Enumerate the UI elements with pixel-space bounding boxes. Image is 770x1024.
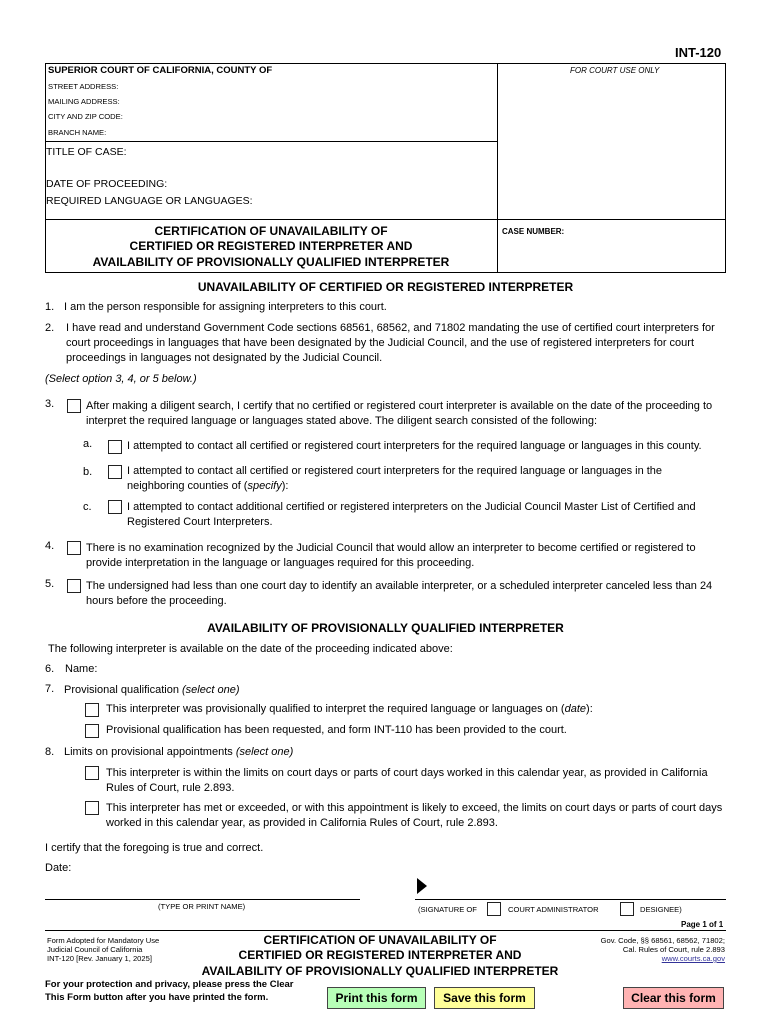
item6-name-label: Name: (65, 663, 98, 675)
court-use-label: FOR COURT USE ONLY (570, 66, 660, 75)
item6-number: 6. (45, 663, 55, 675)
item5-text: The undersigned had less than one court day to identify an available interpreter, or a scheduled interpreter canceled less than 24 hours before the proceeding. (86, 580, 713, 607)
court-admin-checkbox[interactable] (487, 902, 501, 916)
item3c-text: I attempted to contact additional certified or registered interpreters on the Judicial Council Master List of Certified and Registered Court Interpreters. (127, 501, 696, 528)
date-label: Date: (45, 862, 72, 874)
item2-number: 2. (45, 322, 55, 334)
street-address-label: STREET ADDRESS: (48, 82, 119, 91)
item3b-text-line2: neighboring counties of (specify): (127, 480, 289, 492)
designee-checkbox[interactable] (620, 902, 634, 916)
item2-text: I have read and understand Government Code sections 68561, 68562, and 71802 mandating the use of certified court interpreters for court proceedings in languages that have been designated by the Judicial Council, and the use of registered interpreters for court proceedings in languages not designated by the Judicial Council. (66, 322, 715, 364)
item4-number: 4. (45, 540, 55, 552)
name-line (45, 899, 360, 900)
footer-title-line-1: CERTIFICATION OF UNAVAILABILITY OF (263, 933, 497, 947)
item8a-checkbox[interactable] (85, 766, 99, 780)
item4-text: There is no examination recognized by the Judicial Council that would allow an interpreter to become certified or registered to provide interpretation in the language or languages required for this proceeding. (86, 542, 696, 569)
form-id: INT-120 (675, 45, 722, 60)
item5-checkbox[interactable] (67, 579, 81, 593)
case-number-label: CASE NUMBER: (502, 227, 565, 236)
item3b-text-line1: I attempted to contact all certified or registered court interpreters for the required language or languages in the (127, 465, 663, 477)
item7-number: 7. (45, 683, 55, 695)
footer-title-line-3: AVAILABILITY OF PROVISIONALLY QUALIFIED INTERPRETER (201, 964, 559, 978)
references-line-1: Gov. Code, §§ 68561, 68562, 71802; (600, 936, 725, 945)
type-name-caption: (TYPE OR PRINT NAME) (158, 902, 246, 911)
item1-number: 1. (45, 301, 55, 313)
footer-title-line-2: CERTIFIED OR REGISTERED INTERPRETER AND (238, 948, 522, 962)
form-title-line-2: CERTIFIED OR REGISTERED INTERPRETER AND (129, 239, 413, 253)
branch-name-label: BRANCH NAME: (48, 128, 107, 137)
item3-text: After making a diligent search, I certify that no certified or registered court interpreter is available on the date of the proceeding to interpret the required language or languages stated above. The diligent search consisted of the following: (86, 400, 713, 427)
item3b-checkbox[interactable] (108, 465, 122, 479)
date-of-proceeding-label: DATE OF PROCEEDING: (46, 178, 168, 190)
item3a-checkbox[interactable] (108, 440, 122, 454)
courts-website-link[interactable]: www.courts.ca.gov (661, 954, 725, 963)
select-option-note: (Select option 3, 4, or 5 below.) (45, 373, 197, 385)
form-title-line-3: AVAILABILITY OF PROVISIONALLY QUALIFIED INTERPRETER (92, 255, 450, 269)
item7a-checkbox[interactable] (85, 703, 99, 717)
signature-of-caption: (SIGNATURE OF (418, 905, 477, 914)
references-line-2: Cal. Rules of Court, rule 2.893 (622, 945, 725, 954)
item1-text: I am the person responsible for assigning interpreters to this court. (64, 301, 387, 313)
mailing-address-label: MAILING ADDRESS: (48, 97, 120, 106)
designee-caption: DESIGNEE) (640, 905, 682, 914)
signature-arrow-icon (415, 876, 429, 896)
item3-checkbox[interactable] (67, 399, 81, 413)
signature-line (415, 899, 726, 900)
title-of-case-label: TITLE OF CASE: (46, 146, 127, 158)
clear-form-button[interactable]: Clear this form (623, 987, 724, 1009)
protection-note-line-2: This Form button after you have printed the form. (45, 992, 269, 1003)
page-number: Page 1 of 1 (681, 920, 724, 929)
section2-intro: The following interpreter is available on the date of the proceeding indicated above: (48, 643, 453, 655)
item3c-checkbox[interactable] (108, 500, 122, 514)
item3a-label: a. (83, 438, 93, 450)
adopted-line-2: Judicial Council of California (47, 945, 143, 954)
item8-number: 8. (45, 746, 55, 758)
adopted-line-1: Form Adopted for Mandatory Use (47, 936, 160, 945)
item8b-checkbox[interactable] (85, 801, 99, 815)
item7b-text: Provisional qualification has been requested, and form INT-110 has been provided to the court. (106, 724, 567, 736)
print-form-button[interactable]: Print this form (327, 987, 426, 1009)
city-zip-label: CITY AND ZIP CODE: (48, 112, 123, 121)
protection-note-line-1: For your protection and privacy, please press the Clear (45, 979, 294, 990)
item3b-label: b. (83, 466, 93, 478)
court-name-label: SUPERIOR COURT OF CALIFORNIA, COUNTY OF (48, 65, 273, 76)
item3c-label: c. (83, 501, 92, 513)
section1-heading: UNAVAILABILITY OF CERTIFIED OR REGISTERED INTERPRETER (197, 280, 574, 294)
court-admin-caption: COURT ADMINISTRATOR (508, 905, 599, 914)
section2-heading: AVAILABILITY OF PROVISIONALLY QUALIFIED INTERPRETER (207, 621, 564, 635)
adopted-line-3: INT-120 [Rev. January 1, 2025] (47, 954, 152, 963)
item7-label: Provisional qualification (select one) (64, 684, 240, 696)
item8-label: Limits on provisional appointments (select one) (64, 746, 294, 758)
item7b-checkbox[interactable] (85, 724, 99, 738)
item3a-text: I attempted to contact all certified or registered court interpreters for the required language or languages in this county. (127, 440, 702, 452)
item3-number: 3. (45, 398, 55, 410)
certify-statement: I certify that the foregoing is true and correct. (45, 842, 264, 854)
item7a-text: This interpreter was provisionally qualified to interpret the required language or languages on (date): (106, 703, 593, 715)
form-title-line-1: CERTIFICATION OF UNAVAILABILITY OF (154, 224, 388, 238)
save-form-button[interactable]: Save this form (434, 987, 535, 1009)
required-language-label: REQUIRED LANGUAGE OR LANGUAGES: (46, 195, 253, 207)
item5-number: 5. (45, 578, 55, 590)
item8b-text: This interpreter has met or exceeded, or with this appointment is likely to exceed, the limits on court days or parts of court days worked in this calendar year, as provided in California Rules of Court, rule 2.893. (106, 802, 723, 829)
item8a-text: This interpreter is within the limits on court days or parts of court days worked in this calendar year, as provided in California Rules of Court, rule 2.893. (106, 767, 708, 794)
item4-checkbox[interactable] (67, 541, 81, 555)
